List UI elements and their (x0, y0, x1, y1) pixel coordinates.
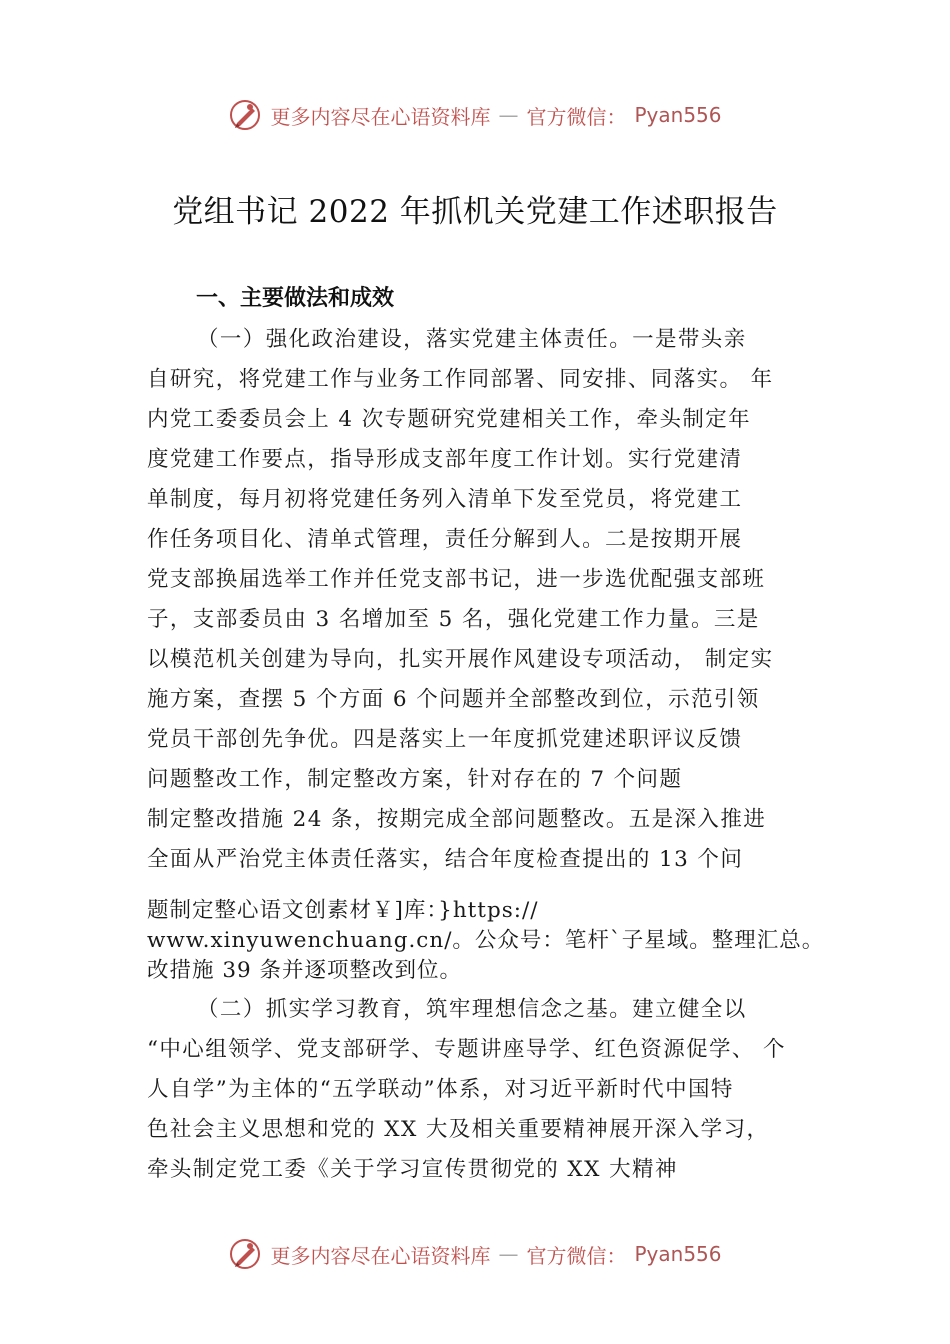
paragraph-line: 作任务项目化、清单式管理，责任分解到人。二是按期开展 (147, 527, 743, 552)
watermark-line: 题制定整心语文创素材￥]库：}https:// (147, 898, 539, 923)
pen-logo-icon (228, 1237, 262, 1271)
banner-separator: — (498, 103, 519, 127)
paragraph-line: （一）强化政治建设，落实党建主体责任。一是带头亲 (197, 327, 747, 352)
document-title: 党组书记 2022 年抓机关党建工作述职报告 (172, 194, 778, 230)
banner-wechat-id: Pyan556 (634, 1242, 722, 1266)
paragraph-line: 制定整改措施 24 条，按期完成全部问题整改。五是深入推进 (147, 807, 767, 832)
paragraph-line: 子，支部委员由 3 名增加至 5 名，强化党建工作力量。三是 (147, 607, 760, 632)
paragraph-line: 问题整改工作，制定整改方案，针对存在的 7 个问题 (147, 767, 683, 792)
paragraph-line: 党支部换届选举工作并任党支部书记，进一步选优配强支部班 (147, 567, 766, 592)
paragraph-line: 牵头制定党工委《关于学习宣传贯彻党的 XX 大精神 (147, 1157, 678, 1182)
banner-label: 官方微信： (526, 104, 627, 129)
paragraph-2 (147, 990, 827, 1190)
banner-main-text: 更多内容尽在心语资料库 (270, 1243, 491, 1268)
paragraph-line: 全面从严治党主体责任落实，结合年度检查提出的 13 个问 (147, 847, 744, 872)
banner-wechat-id: Pyan556 (634, 103, 722, 127)
paragraph-line: 施方案，查摆 5 个方面 6 个问题并全部整改到位，示范引领 (147, 687, 760, 712)
paragraph-1 (147, 320, 827, 880)
paragraph-line: 以模范机关创建为导向，扎实开展作风建设专项活动， 制定实 (147, 647, 774, 672)
watermark-text-block (147, 896, 867, 986)
paragraph-line: 单制度，每月初将党建任务列入清单下发至党员，将党建工 (147, 487, 743, 512)
paragraph-line: 人自学”为主体的“五学联动”体系，对习近平新时代中国特 (147, 1077, 734, 1102)
section-heading: 一、主要做法和成效 (196, 286, 395, 311)
paragraph-line: 度党建工作要点，指导形成支部年度工作计划。实行党建清 (147, 447, 743, 472)
banner-label: 官方微信： (526, 1243, 627, 1268)
banner-main-text: 更多内容尽在心语资料库 (270, 104, 491, 129)
paragraph-line: 党员干部创先争优。四是落实上一年度抓党建述职评议反馈 (147, 727, 743, 752)
header-banner (0, 93, 950, 137)
watermark-line: www.xinyuwenchuang.cn/。公众号：笔杆`子星域。整理汇总。 (147, 928, 825, 953)
pen-logo-icon (228, 98, 262, 132)
watermark-line: 改措施 39 条并逐项整改到位。 (147, 958, 463, 983)
paragraph-line: “中心组领学、党支部研学、专题讲座导学、红色资源促学、 个 (147, 1037, 786, 1062)
paragraph-line: （二）抓实学习教育，筑牢理想信念之基。建立健全以 (197, 997, 747, 1022)
banner-separator: — (498, 1242, 519, 1266)
footer-banner (0, 1232, 950, 1276)
paragraph-line: 自研究，将党建工作与业务工作同部署、同安排、同落实。 年 (147, 367, 774, 392)
paragraph-line: 色社会主义思想和党的 XX 大及相关重要精神展开深入学习， (147, 1117, 770, 1142)
paragraph-line: 内党工委委员会上 4 次专题研究党建相关工作，牵头制定年 (147, 407, 752, 432)
